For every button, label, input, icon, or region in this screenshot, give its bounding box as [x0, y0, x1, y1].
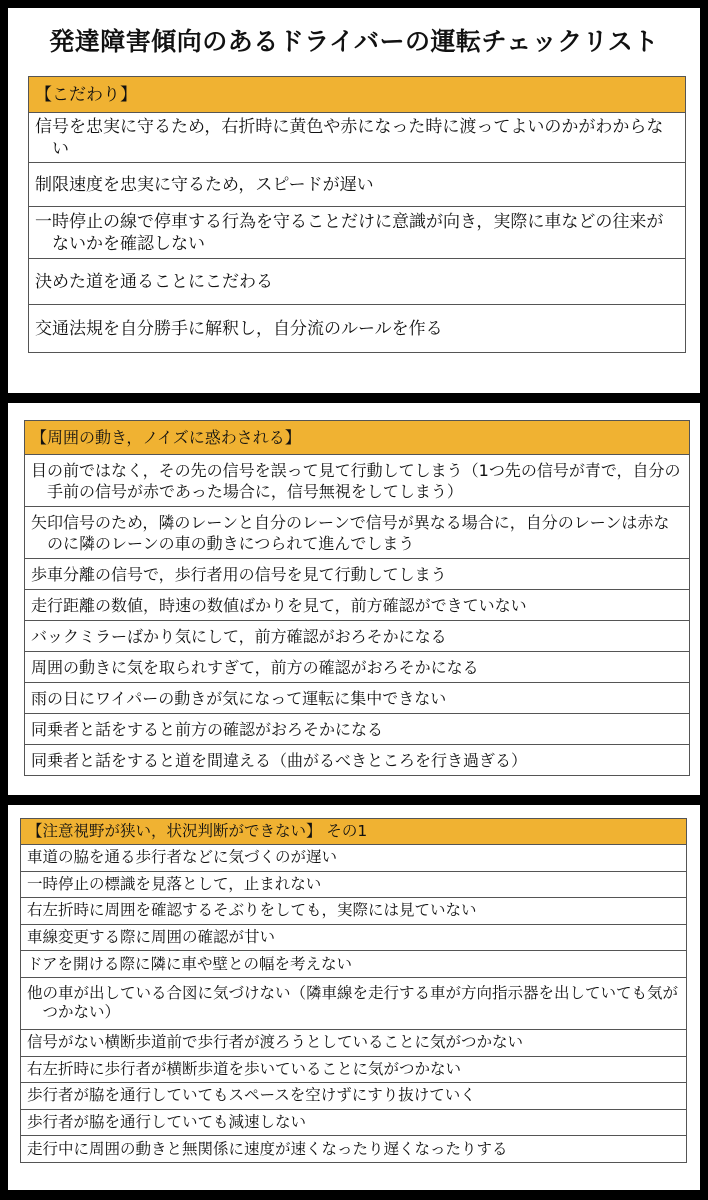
page-title: 発達障害傾向のあるドライバーの運転チェックリスト — [49, 27, 659, 56]
table-row — [25, 590, 690, 621]
row-text: 車線変更する際に周囲の確認が甘い — [27, 928, 276, 947]
table-row — [21, 1083, 687, 1110]
checklist-panel-1 — [8, 8, 700, 393]
row-text: 信号がない横断歩道前で歩行者が渡ろうとしていることに気がつかない — [27, 1033, 524, 1052]
row-text: 交通法規を自分勝手に解釈し，自分流のルールを作る — [35, 318, 443, 339]
checklist-table-attention — [20, 818, 687, 1163]
row-text: 他の車が出している合図に気づけない（隣車線を走行する車が方向指示器を出していても気がつかない） — [27, 984, 679, 1022]
row-text: 歩行者が脇を通行していてもスペースを空けずにすり抜けていく — [27, 1086, 476, 1105]
table-row — [29, 259, 686, 305]
row-text: 雨の日にワイパーの動きが気になって運転に集中できない — [31, 688, 447, 708]
row-text: 歩行者が脇を通行していても減速しない — [27, 1113, 307, 1132]
row-text: 一時停止の標識を見落として，止まれない — [27, 874, 322, 893]
row-text: 右左折時に周囲を確認するそぶりをしても，実際には見ていない — [27, 901, 477, 920]
checklist-table-distraction — [24, 420, 690, 776]
row-text: 決めた道を通ることにこだわる — [35, 271, 273, 292]
row-text: 車道の脇を通る歩行者などに気づくのが遅い — [27, 848, 338, 867]
table-row — [21, 1056, 687, 1083]
table-row — [25, 714, 690, 745]
table-row — [21, 977, 687, 1029]
table-row — [21, 871, 687, 898]
checklist-panel-2 — [8, 403, 700, 795]
table-row — [29, 163, 686, 207]
row-text: 右左折時に歩行者が横断歩道を歩いていることに気がつかない — [27, 1059, 462, 1078]
row-text: 同乗者と話をすると道を間違える（曲がるべきところを行き過ぎる） — [31, 750, 528, 770]
checklist-panel-3 — [8, 805, 700, 1190]
table-row — [25, 455, 690, 507]
table-row — [25, 507, 690, 559]
table-row — [21, 924, 687, 951]
table-row — [21, 898, 687, 925]
table-row — [25, 683, 690, 714]
section-header: 【周囲の動き，ノイズに惑わされる】 — [25, 421, 690, 455]
section-header: 【注意視野が狭い，状況判断ができない】 その1 — [21, 819, 687, 845]
row-text: ドアを開ける際に隣に車や壁との幅を考えない — [27, 954, 353, 973]
table-row — [25, 745, 690, 776]
table-row — [29, 113, 686, 163]
table-row — [29, 305, 686, 353]
row-text: 周囲の動きに気を取られすぎて，前方の確認がおろそかになる — [31, 657, 479, 677]
table-row — [21, 1136, 687, 1163]
row-text: 同乗者と話をすると前方の確認がおろそかになる — [31, 719, 384, 739]
table-row — [25, 621, 690, 652]
row-text: 矢印信号のため，隣のレーンと自分のレーンで信号が異なる場合に，自分のレーンは赤なのに隣のレーンの車の動きにつられて進んでしまう — [31, 512, 670, 553]
table-row — [21, 845, 687, 872]
table-row — [25, 652, 690, 683]
row-text: 歩車分離の信号で，歩行者用の信号を見て行動してしまう — [31, 564, 447, 584]
table-row — [25, 559, 690, 590]
row-text: 目の前ではなく，その先の信号を誤って見て行動してしまう（1つ先の信号が青で，自分の手前の信号が赤であった場合に，信号無視をしてしまう） — [31, 460, 681, 501]
table-row — [21, 951, 687, 978]
table-row — [29, 207, 686, 259]
table-row — [21, 1029, 687, 1056]
row-text: 制限速度を忠実に守るため，スピードが遅い — [35, 174, 374, 195]
section-header: 【こだわり】 — [29, 77, 686, 113]
row-text: 一時停止の線で停車する行為を守ることだけに意識が向き，実際に車などの往来がないかを確認しない — [35, 211, 664, 254]
checklist-table-kodawari — [28, 76, 686, 353]
row-text: 走行中に周囲の動きと無関係に速度が速くなったり遅くなったりする — [27, 1139, 508, 1158]
row-text: バックミラーばかり気にして，前方確認がおろそかになる — [31, 626, 447, 646]
row-text: 信号を忠実に守るため，右折時に黄色や赤になった時に渡ってよいのかがわからない — [35, 116, 664, 159]
table-row — [21, 1109, 687, 1136]
row-text: 走行距離の数値，時速の数値ばかりを見て，前方確認ができていない — [31, 595, 527, 615]
